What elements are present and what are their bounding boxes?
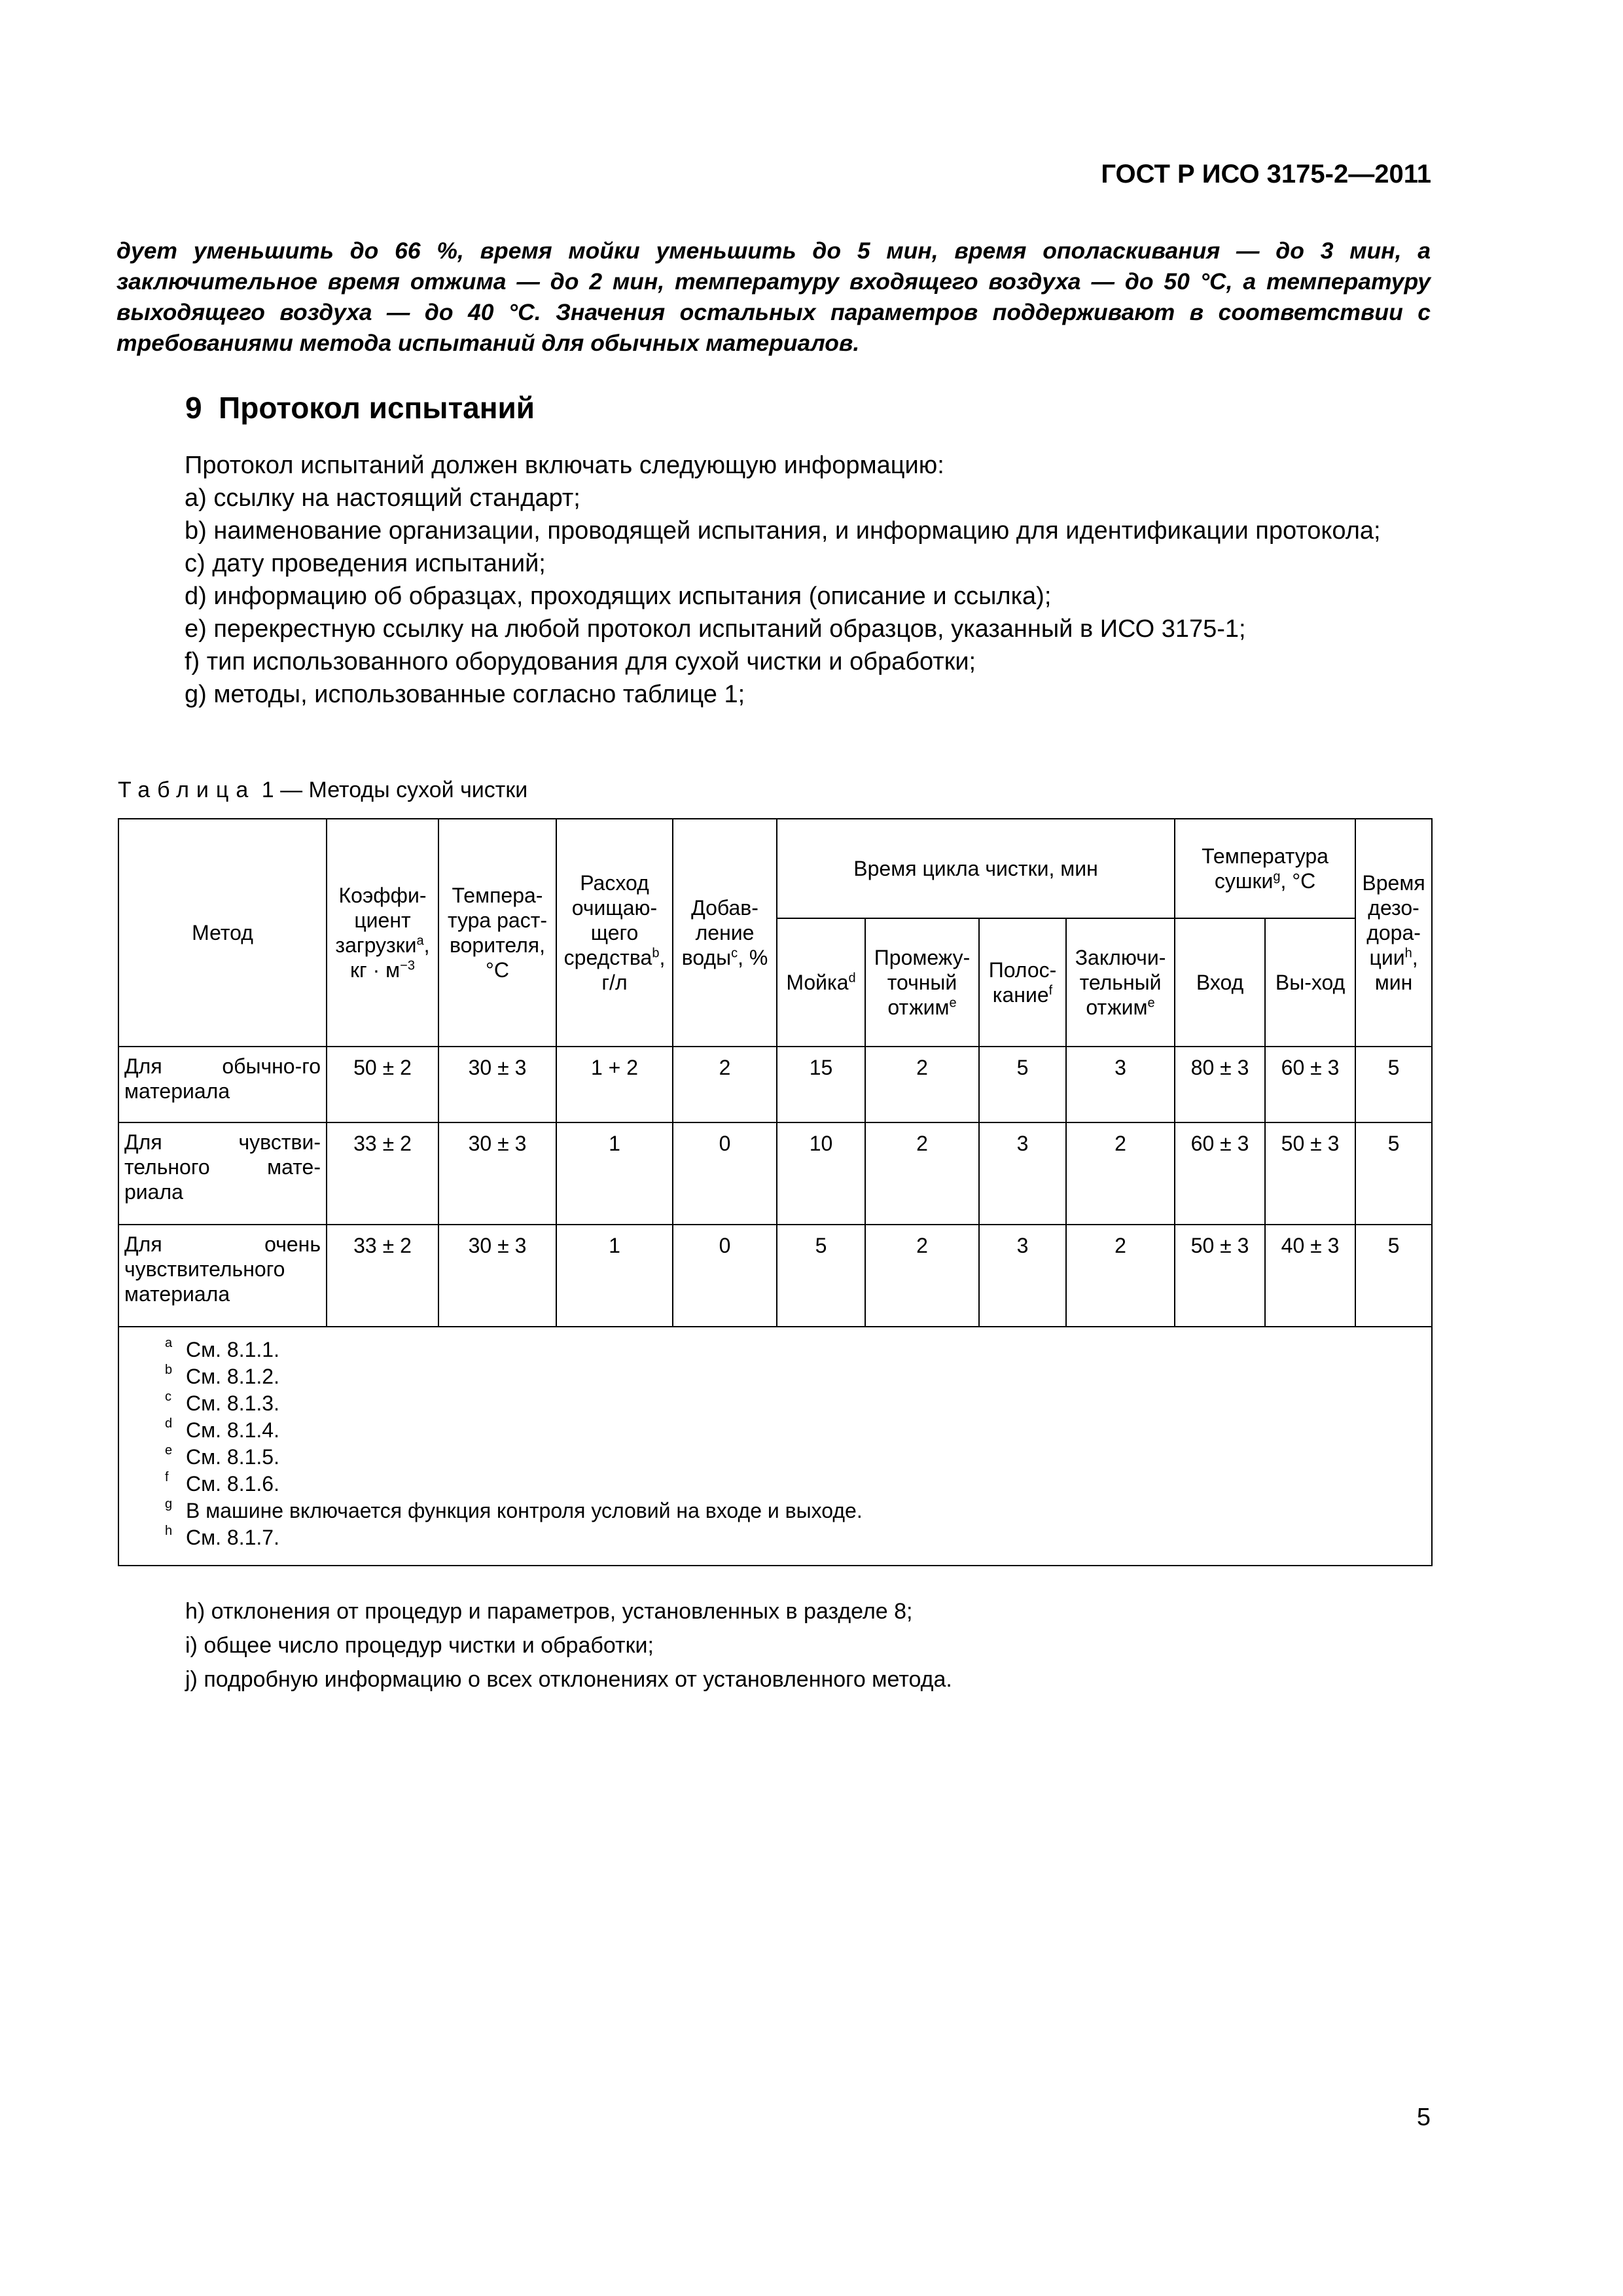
table-cell: 60 ± 3 (1175, 1122, 1265, 1225)
table-caption (118, 778, 527, 803)
list-item: i) общее число процедур чистки и обработки; (185, 1633, 654, 1658)
footnote: $^g$ В машине включается функция контроля условий на входе и выходе. (165, 1497, 863, 1522)
table-cell: 50 ± 3 (1175, 1225, 1265, 1327)
header-rinse: Полос-кание$^f$ (979, 918, 1066, 1047)
header-inlet: Вход (1175, 918, 1265, 1047)
table-footnotes (118, 1327, 1432, 1566)
list-item: j) подробную информацию о всех отклонениях от установленного метода. (185, 1667, 952, 1692)
table-cell: 5 (777, 1225, 865, 1327)
list-item: f) тип использованного оборудования для сухой чистки и обработки; (185, 648, 976, 675)
table-cell: 50 ± 2 (327, 1047, 438, 1122)
header-detergent-consumption: Расход очищаю-щего средства$^b$, г/л (556, 819, 673, 1047)
table-cell: 40 ± 3 (1265, 1225, 1355, 1327)
section-heading (185, 390, 535, 425)
section-title: Протокол испытаний (219, 391, 535, 425)
footnote: $^f$ См. 8.1.6. (165, 1470, 279, 1496)
table-cell: 2 (865, 1122, 979, 1225)
list-intro: Протокол испытаний должен включать следующую информацию: (185, 452, 944, 479)
table-cell: 1 + 2 (556, 1047, 673, 1122)
list-item: g) методы, использованные согласно таблице 1; (185, 681, 745, 708)
header-final-spin: Заключи-тельный отжим$^e$ (1066, 918, 1175, 1047)
list-item: d) информацию об образцах, проходящих испытания (описание и ссылка); (185, 583, 1052, 610)
header-cycle-time: Время цикла чистки, мин (777, 819, 1175, 918)
table-cell: 2 (673, 1047, 777, 1122)
footnote: $^d$ См. 8.1.4. (165, 1416, 279, 1442)
table-cell: 2 (1066, 1225, 1175, 1327)
header-deodorization-time: Время дезо-дора-ции$^h$, мин (1355, 819, 1432, 1047)
table-cell: 3 (979, 1225, 1066, 1327)
list-item: a) ссылку на настоящий стандарт; (185, 484, 580, 512)
table-cell: 5 (979, 1047, 1066, 1122)
table-cell: 33 ± 2 (327, 1122, 438, 1225)
header-method: Метод (118, 819, 327, 1047)
footnote: $^h$ См. 8.1.7. (165, 1524, 279, 1549)
header-load-coefficient: Коэффи-циент загрузки$^a$, кг · $м^{-3}$ (327, 819, 438, 1047)
table-cell: 33 ± 2 (327, 1225, 438, 1327)
table-caption-word: Таблица (118, 778, 256, 802)
footnotes-row (118, 1327, 1432, 1566)
method-cell: Для чувстви-тельного мате-риала (118, 1122, 327, 1225)
table-cell: 30 ± 3 (438, 1047, 556, 1122)
header-water-addition: Добав-ление воды$^c$, % (673, 819, 777, 1047)
table-cell: 30 ± 3 (438, 1225, 556, 1327)
table-row (118, 1122, 1432, 1225)
page-number: 5 (1416, 2104, 1431, 2131)
table-cell: 15 (777, 1047, 865, 1122)
table-row (118, 1047, 1432, 1122)
table-cell: 3 (979, 1122, 1066, 1225)
table-row (118, 1225, 1432, 1327)
table-cell: 5 (1355, 1122, 1432, 1225)
table-cell: 80 ± 3 (1175, 1047, 1265, 1122)
footnote: $^c$ См. 8.1.3. (165, 1390, 279, 1415)
table-cell: 3 (1066, 1047, 1175, 1122)
table-cell: 50 ± 3 (1265, 1122, 1355, 1225)
table-cell: 0 (673, 1225, 777, 1327)
footnote: $^b$ См. 8.1.2. (165, 1363, 279, 1388)
table-caption-title: 1 — Методы сухой чистки (255, 778, 528, 802)
list-item: h) отклонения от процедур и параметров, установленных в разделе 8; (185, 1599, 913, 1624)
protocol-requirements (116, 449, 1432, 711)
header-wash: Мойка$^d$ (777, 918, 865, 1047)
header-outlet: Вы-ход (1265, 918, 1355, 1047)
header-drying-temperature: Температура сушки$^g$, °С (1175, 819, 1355, 918)
table-cell: 5 (1355, 1225, 1432, 1327)
table-cell: 60 ± 3 (1265, 1047, 1355, 1122)
section-number: 9 (185, 391, 202, 425)
table-cell: 1 (556, 1225, 673, 1327)
table-cell: 30 ± 3 (438, 1122, 556, 1225)
intro-paragraph: дует уменьшить до 66 %, время мойки уменьшить до 5 мин, время ополаскивания — до 3 мин, а заключительное время отжима — до 2 мин, температуру входящего воздуха — до 50 °С, а температуру выходящего воздуха — до 40 °С. Значения остальных параметров поддерживают в соответствии с требованиями метода испытаний для обычных материалов. (116, 238, 1431, 356)
list-item: e) перекрестную ссылку на любой протокол испытаний образцов, указанный в ИСО 3175-1; (185, 615, 1246, 643)
table-cell: 2 (1066, 1122, 1175, 1225)
footnote: $^e$ См. 8.1.5. (165, 1443, 279, 1469)
table-cell: 2 (865, 1047, 979, 1122)
dry-cleaning-methods-table (118, 818, 1433, 1566)
table-cell: 5 (1355, 1047, 1432, 1122)
table-cell: 0 (673, 1122, 777, 1225)
header-solvent-temperature: Темпера-тура раст-ворителя, °С (438, 819, 556, 1047)
list-item: b) наименование организации, проводящей испытания, и информацию для идентификации протокола; (185, 517, 1381, 545)
list-item: c) дату проведения испытаний; (185, 550, 546, 577)
method-cell: Для обычно-го материала (118, 1047, 327, 1122)
method-cell: Для очень чувствительного материала (118, 1225, 327, 1327)
table-cell: 10 (777, 1122, 865, 1225)
protocol-requirements-continued (185, 1594, 952, 1696)
header-intermediate-spin: Промежу-точный отжим$^e$ (865, 918, 979, 1047)
table-cell: 1 (556, 1122, 673, 1225)
table-cell: 2 (865, 1225, 979, 1327)
document-header: ГОСТ Р ИСО 3175-2—2011 (1101, 160, 1431, 188)
footnote: $^a$ См. 8.1.1. (165, 1336, 279, 1361)
